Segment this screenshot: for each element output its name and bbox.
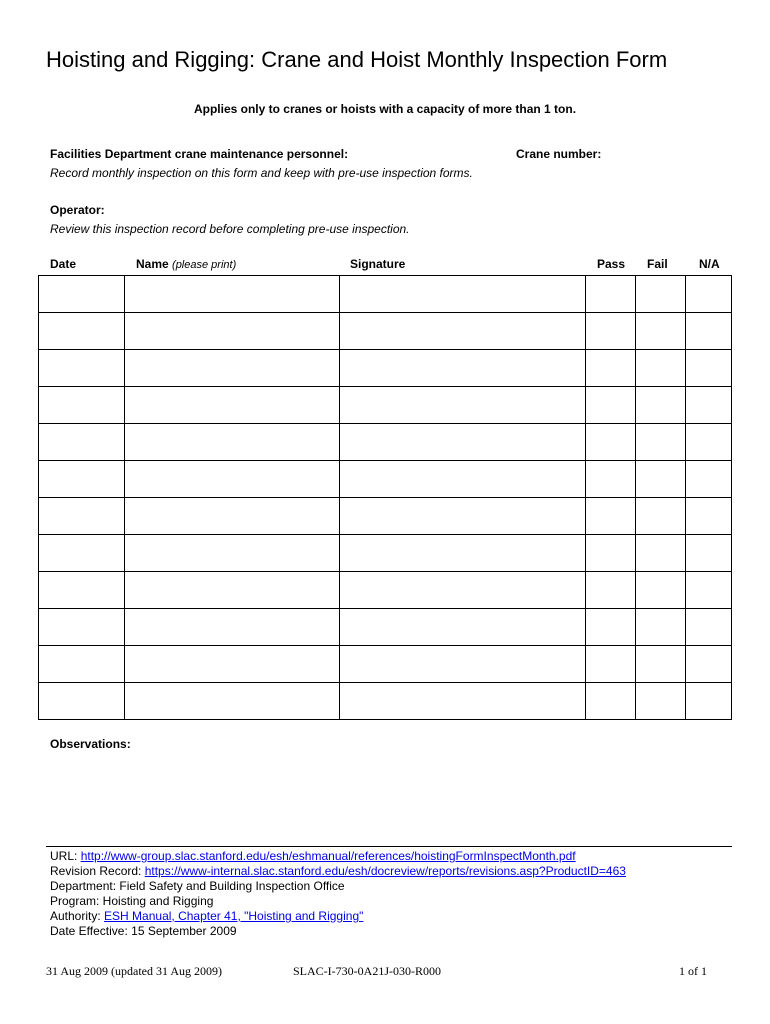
authority-line bbox=[50, 909, 363, 924]
revision-line bbox=[50, 864, 626, 879]
footer-date: 31 Aug 2009 (updated 31 Aug 2009) bbox=[46, 964, 222, 978]
crane-number-label: Crane number: bbox=[516, 147, 602, 161]
date-cell[interactable] bbox=[39, 535, 125, 572]
fail-cell[interactable] bbox=[636, 683, 686, 720]
pass-cell[interactable] bbox=[586, 276, 636, 313]
signature-cell[interactable] bbox=[340, 609, 586, 646]
fail-cell[interactable] bbox=[636, 498, 686, 535]
signature-cell[interactable] bbox=[340, 646, 586, 683]
name-cell[interactable] bbox=[125, 683, 340, 720]
date-column-header: Date bbox=[50, 257, 77, 271]
authority-link[interactable]: ESH Manual, Chapter 41, "Hoisting and Rigging" bbox=[104, 909, 364, 923]
date-effective-line: Date Effective: 15 September 2009 bbox=[50, 924, 237, 938]
date-cell[interactable] bbox=[39, 683, 125, 720]
signature-cell[interactable] bbox=[340, 313, 586, 350]
fail-cell[interactable] bbox=[636, 350, 686, 387]
fail-cell[interactable] bbox=[636, 461, 686, 498]
signature-cell[interactable] bbox=[340, 387, 586, 424]
footer-doc-id: SLAC-I-730-0A21J-030-R000 bbox=[293, 964, 441, 978]
fail-cell[interactable] bbox=[636, 424, 686, 461]
signature-cell[interactable] bbox=[340, 572, 586, 609]
name-cell[interactable] bbox=[125, 572, 340, 609]
pass-column-header: Pass bbox=[597, 257, 626, 271]
date-cell[interactable] bbox=[39, 313, 125, 350]
pass-cell[interactable] bbox=[586, 572, 636, 609]
fail-cell[interactable] bbox=[636, 387, 686, 424]
pass-cell[interactable] bbox=[586, 535, 636, 572]
signature-cell[interactable] bbox=[340, 276, 586, 313]
pass-cell[interactable] bbox=[586, 387, 636, 424]
table-row bbox=[39, 276, 732, 313]
signature-cell[interactable] bbox=[340, 535, 586, 572]
na-cell[interactable] bbox=[686, 313, 732, 350]
na-cell[interactable] bbox=[686, 535, 732, 572]
pass-cell[interactable] bbox=[586, 646, 636, 683]
name-header-note: (please print) bbox=[172, 259, 237, 271]
name-header-label: Name bbox=[136, 257, 169, 271]
name-cell[interactable] bbox=[125, 350, 340, 387]
pass-cell[interactable] bbox=[586, 498, 636, 535]
date-cell[interactable] bbox=[39, 387, 125, 424]
table-row bbox=[39, 461, 732, 498]
operator-instruction: Review this inspection record before completing pre-use inspection. bbox=[50, 222, 410, 236]
na-cell[interactable] bbox=[686, 646, 732, 683]
authority-label: Authority: bbox=[50, 909, 101, 923]
date-cell[interactable] bbox=[39, 609, 125, 646]
na-cell[interactable] bbox=[686, 572, 732, 609]
date-cell[interactable] bbox=[39, 572, 125, 609]
operator-label: Operator: bbox=[50, 203, 105, 217]
table-row bbox=[39, 498, 732, 535]
revision-link[interactable]: https://www-internal.slac.stanford.edu/esh/docreview/reports/revisions.asp?ProductID=463 bbox=[144, 864, 626, 878]
table-row bbox=[39, 387, 732, 424]
date-cell[interactable] bbox=[39, 498, 125, 535]
fail-cell[interactable] bbox=[636, 572, 686, 609]
name-cell[interactable] bbox=[125, 535, 340, 572]
applicability-note: Applies only to cranes or hoists with a capacity of more than 1 ton. bbox=[193, 102, 577, 116]
pass-cell[interactable] bbox=[586, 609, 636, 646]
date-cell[interactable] bbox=[39, 424, 125, 461]
signature-cell[interactable] bbox=[340, 424, 586, 461]
name-column-header bbox=[136, 257, 236, 271]
pass-cell[interactable] bbox=[586, 350, 636, 387]
table-row bbox=[39, 535, 732, 572]
date-cell[interactable] bbox=[39, 276, 125, 313]
name-cell[interactable] bbox=[125, 424, 340, 461]
fail-cell[interactable] bbox=[636, 313, 686, 350]
revision-label: Revision Record: bbox=[50, 864, 142, 878]
signature-cell[interactable] bbox=[340, 350, 586, 387]
facilities-instruction: Record monthly inspection on this form and keep with pre-use inspection forms. bbox=[50, 166, 473, 180]
url-label: URL: bbox=[50, 849, 78, 863]
page-title: Hoisting and Rigging: Crane and Hoist Monthly Inspection Form bbox=[46, 47, 668, 72]
name-cell[interactable] bbox=[125, 276, 340, 313]
footer-divider bbox=[46, 846, 732, 847]
table-row bbox=[39, 683, 732, 720]
table-row bbox=[39, 609, 732, 646]
pass-cell[interactable] bbox=[586, 683, 636, 720]
na-cell[interactable] bbox=[686, 609, 732, 646]
na-cell[interactable] bbox=[686, 683, 732, 720]
fail-cell[interactable] bbox=[636, 646, 686, 683]
na-cell[interactable] bbox=[686, 387, 732, 424]
signature-cell[interactable] bbox=[340, 461, 586, 498]
url-line bbox=[50, 849, 576, 864]
name-cell[interactable] bbox=[125, 646, 340, 683]
date-cell[interactable] bbox=[39, 461, 125, 498]
pass-cell[interactable] bbox=[586, 424, 636, 461]
date-cell[interactable] bbox=[39, 350, 125, 387]
department-line: Department: Field Safety and Building Inspection Office bbox=[50, 879, 345, 893]
na-cell[interactable] bbox=[686, 498, 732, 535]
program-line: Program: Hoisting and Rigging bbox=[50, 894, 214, 908]
fail-cell[interactable] bbox=[636, 535, 686, 572]
table-row bbox=[39, 424, 732, 461]
fail-cell[interactable] bbox=[636, 276, 686, 313]
fail-column-header: Fail bbox=[647, 257, 668, 271]
na-cell[interactable] bbox=[686, 350, 732, 387]
pass-cell[interactable] bbox=[586, 461, 636, 498]
pass-cell[interactable] bbox=[586, 313, 636, 350]
observations-label: Observations: bbox=[50, 737, 131, 751]
url-link[interactable]: http://www-group.slac.stanford.edu/esh/eshmanual/references/hoistingFormInspectMonth.pdf bbox=[80, 849, 576, 863]
signature-cell[interactable] bbox=[340, 683, 586, 720]
na-cell[interactable] bbox=[686, 461, 732, 498]
na-cell[interactable] bbox=[686, 276, 732, 313]
name-cell[interactable] bbox=[125, 609, 340, 646]
name-cell[interactable] bbox=[125, 498, 340, 535]
name-cell[interactable] bbox=[125, 313, 340, 350]
table-row bbox=[39, 350, 732, 387]
table-row bbox=[39, 646, 732, 683]
name-cell[interactable] bbox=[125, 461, 340, 498]
inspection-log-table bbox=[38, 275, 732, 720]
na-column-header: N/A bbox=[699, 257, 720, 271]
table-row bbox=[39, 313, 732, 350]
na-cell[interactable] bbox=[686, 424, 732, 461]
footer-page-number: 1 of 1 bbox=[679, 964, 707, 978]
facilities-label: Facilities Department crane maintenance personnel: bbox=[50, 147, 349, 161]
signature-column-header: Signature bbox=[350, 257, 406, 271]
fail-cell[interactable] bbox=[636, 609, 686, 646]
signature-cell[interactable] bbox=[340, 498, 586, 535]
name-cell[interactable] bbox=[125, 387, 340, 424]
table-row bbox=[39, 572, 732, 609]
date-cell[interactable] bbox=[39, 646, 125, 683]
